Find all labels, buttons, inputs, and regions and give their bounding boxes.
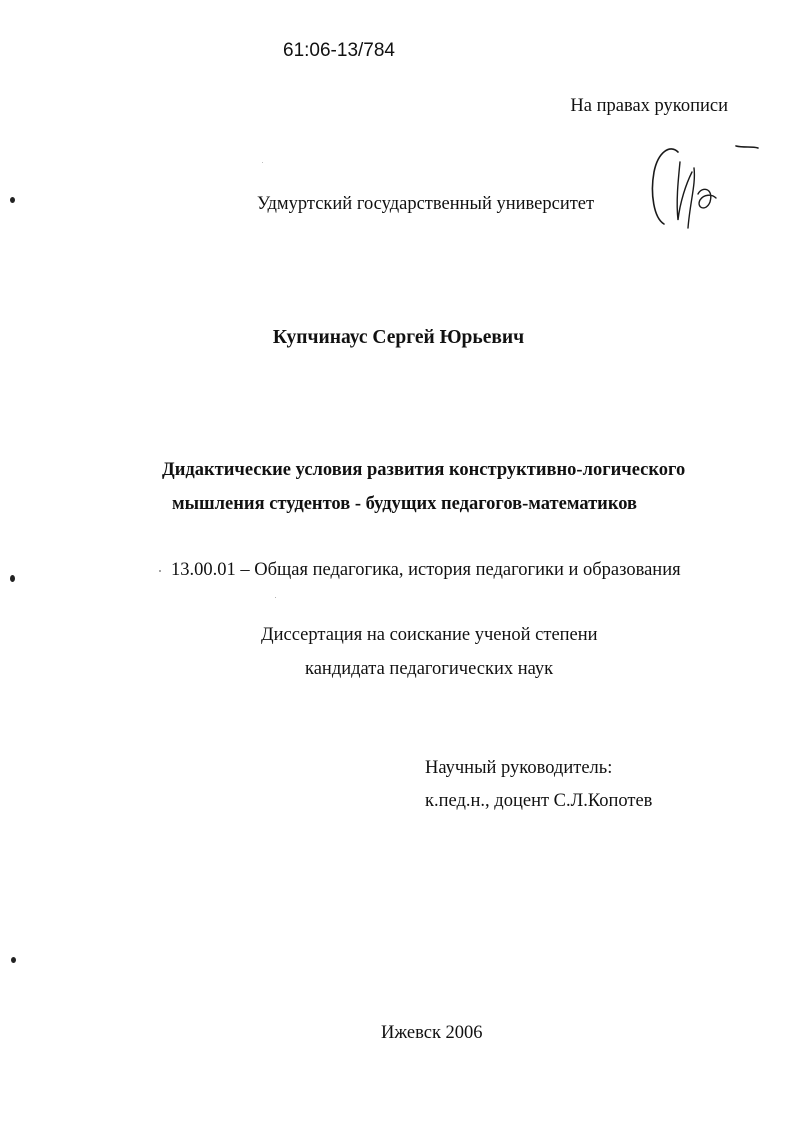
scan-speck — [159, 570, 161, 572]
rights-note: На правах рукописи — [570, 96, 728, 116]
advisor-label: Научный руководитель: — [425, 758, 613, 778]
university-name: Удмуртский государственный университет — [257, 194, 595, 214]
dissertation-title-line-1: Дидактические условия развития конструктивно-логического — [162, 460, 686, 480]
catalog-number: 61:06-13/784 — [283, 40, 395, 61]
degree-line-1: Диссертация на соискание ученой степени — [261, 625, 598, 645]
advisor-name: к.пед.н., доцент С.Л.Копотев — [425, 791, 653, 811]
handwritten-signature-icon — [632, 132, 762, 232]
place-year: Ижевск 2006 — [381, 1023, 483, 1043]
scan-speck — [262, 162, 263, 163]
dissertation-title-line-2: мышления студентов - будущих педагогов-математиков — [172, 494, 638, 514]
scan-speck — [275, 597, 276, 598]
degree-line-2: кандидата педагогических наук — [305, 659, 554, 679]
scan-speck — [10, 575, 15, 582]
specialty-code: 13.00.01 – Общая педагогика, история педагогики и образования — [171, 560, 681, 580]
scan-speck — [11, 957, 16, 963]
author-name: Купчинаус Сергей Юрьевич — [272, 327, 525, 348]
scan-speck — [10, 197, 15, 203]
